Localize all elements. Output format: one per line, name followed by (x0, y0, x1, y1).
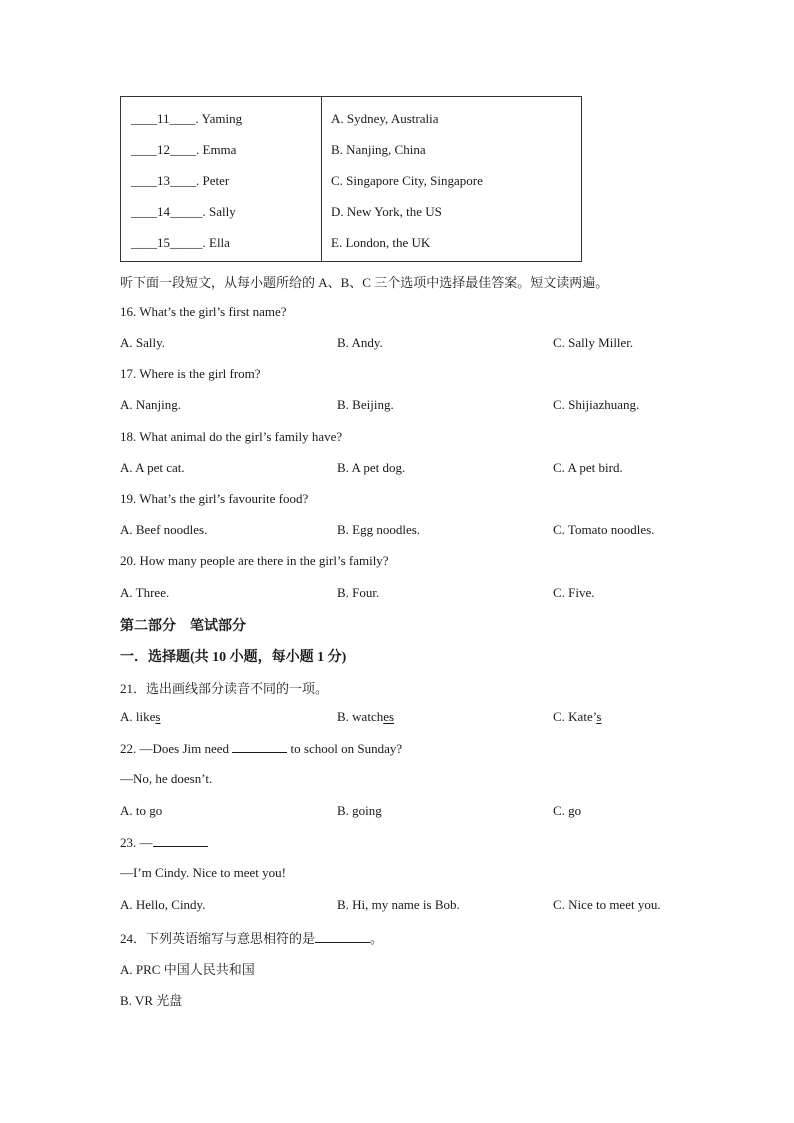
option-b[interactable]: B. A pet dog. (337, 460, 406, 475)
option-text: B. watch (337, 709, 384, 724)
question-text (120, 928, 383, 947)
option-c[interactable]: C. go (553, 803, 582, 818)
option-text: E. London, the UK (331, 235, 431, 250)
person-name: . Yaming (195, 111, 243, 126)
table-row-left (131, 142, 236, 158)
option-b[interactable] (337, 709, 394, 725)
option-b[interactable]: B. Egg noodles. (337, 522, 421, 537)
option-a[interactable]: A. to go (120, 803, 163, 818)
option-text: C. Kate’ (553, 709, 597, 724)
option-text: D. New York, the US (331, 204, 442, 219)
fill-blank-line[interactable] (153, 834, 208, 847)
answer-blank[interactable]: ____14_____ (131, 204, 203, 219)
underlined-part: s (155, 709, 161, 724)
person-name: . Ella (202, 235, 230, 250)
person-name: . Emma (196, 142, 237, 157)
dialogue-line: —I’m Cindy. Nice to meet you! (120, 865, 286, 880)
listening-instruction: 听下面一段短文，从每小题所给的 A、B、C 三个选项中选择最佳答案。短文读两遍。 (120, 275, 609, 290)
option-b[interactable]: B. Andy. (337, 335, 383, 350)
option-c[interactable]: C. A pet bird. (553, 460, 623, 475)
option-a[interactable]: A. Sally. (120, 335, 166, 350)
option-a[interactable]: A. A pet cat. (120, 460, 185, 475)
part-heading: 第二部分 笔试部分 (120, 619, 246, 634)
section-heading: 一．选择题(共 10 小题，每小题 1 分) (120, 650, 347, 665)
underlined-part: es (383, 709, 395, 724)
option-a[interactable]: A. Beef noodles. (120, 522, 208, 537)
question-suffix: to school on Sunday? (290, 741, 403, 756)
question-text: 20. How many people are there in the girl’s family? (120, 553, 389, 568)
question-text: 21．选出画线部分读音不同的一项。 (120, 681, 329, 696)
option-b[interactable]: B. Hi, my name is Bob. (337, 897, 460, 912)
answer-blank[interactable]: ____12____ (131, 142, 196, 157)
table-divider (321, 97, 322, 261)
matching-table (120, 96, 582, 262)
option-text: A. like (120, 709, 156, 724)
option-c[interactable]: C. Shijiazhuang. (553, 397, 640, 412)
question-prefix: 22. —Does Jim need (120, 741, 230, 756)
table-row-left (131, 173, 229, 189)
option-c[interactable]: C. Sally Miller. (553, 335, 634, 350)
option-b[interactable]: B. Beijing. (337, 397, 394, 412)
option-a[interactable]: A. Hello, Cindy. (120, 897, 206, 912)
option-c[interactable]: C. Five. (553, 585, 595, 600)
dialogue-line: —No, he doesn’t. (120, 771, 213, 786)
question-text: 19. What’s the girl’s favourite food? (120, 491, 309, 506)
answer-blank[interactable]: ____11____ (131, 111, 196, 126)
option-text: A. Sydney, Australia (331, 111, 439, 126)
option-a[interactable] (120, 709, 160, 725)
question-prefix: 23. — (120, 835, 153, 850)
option-text: B. Nanjing, China (331, 142, 426, 157)
question-text: 17. Where is the girl from? (120, 366, 261, 381)
option-c[interactable] (553, 709, 601, 725)
question-text: 18. What animal do the girl’s family have? (120, 429, 343, 444)
question-text (120, 834, 208, 851)
underlined-part: s (596, 709, 602, 724)
option-b[interactable]: B. Four. (337, 585, 380, 600)
question-text: 16. What’s the girl’s first name? (120, 304, 287, 319)
table-row-left (131, 111, 242, 127)
option-c[interactable]: C. Tomato noodles. (553, 522, 655, 537)
question-suffix: 。 (370, 931, 384, 946)
fill-blank-line[interactable] (315, 930, 370, 943)
fill-blank-line[interactable] (232, 740, 287, 753)
option-b[interactable]: B. VR 光盘 (120, 993, 183, 1008)
option-c[interactable]: C. Nice to meet you. (553, 897, 661, 912)
option-a[interactable]: A. PRC 中国人民共和国 (120, 962, 255, 977)
person-name: . Sally (202, 204, 236, 219)
question-prefix: 24．下列英语缩写与意思相符的是 (120, 931, 316, 946)
option-a[interactable]: A. Nanjing. (120, 397, 182, 412)
option-text: C. Singapore City, Singapore (331, 173, 483, 188)
answer-blank[interactable]: ____13____ (131, 173, 196, 188)
table-row-left (131, 204, 236, 220)
answer-blank[interactable]: ____15_____ (131, 235, 203, 250)
table-row-left (131, 235, 230, 251)
question-text (120, 740, 402, 757)
person-name: . Peter (196, 173, 230, 188)
option-a[interactable]: A. Three. (120, 585, 170, 600)
option-b[interactable]: B. going (337, 803, 382, 818)
